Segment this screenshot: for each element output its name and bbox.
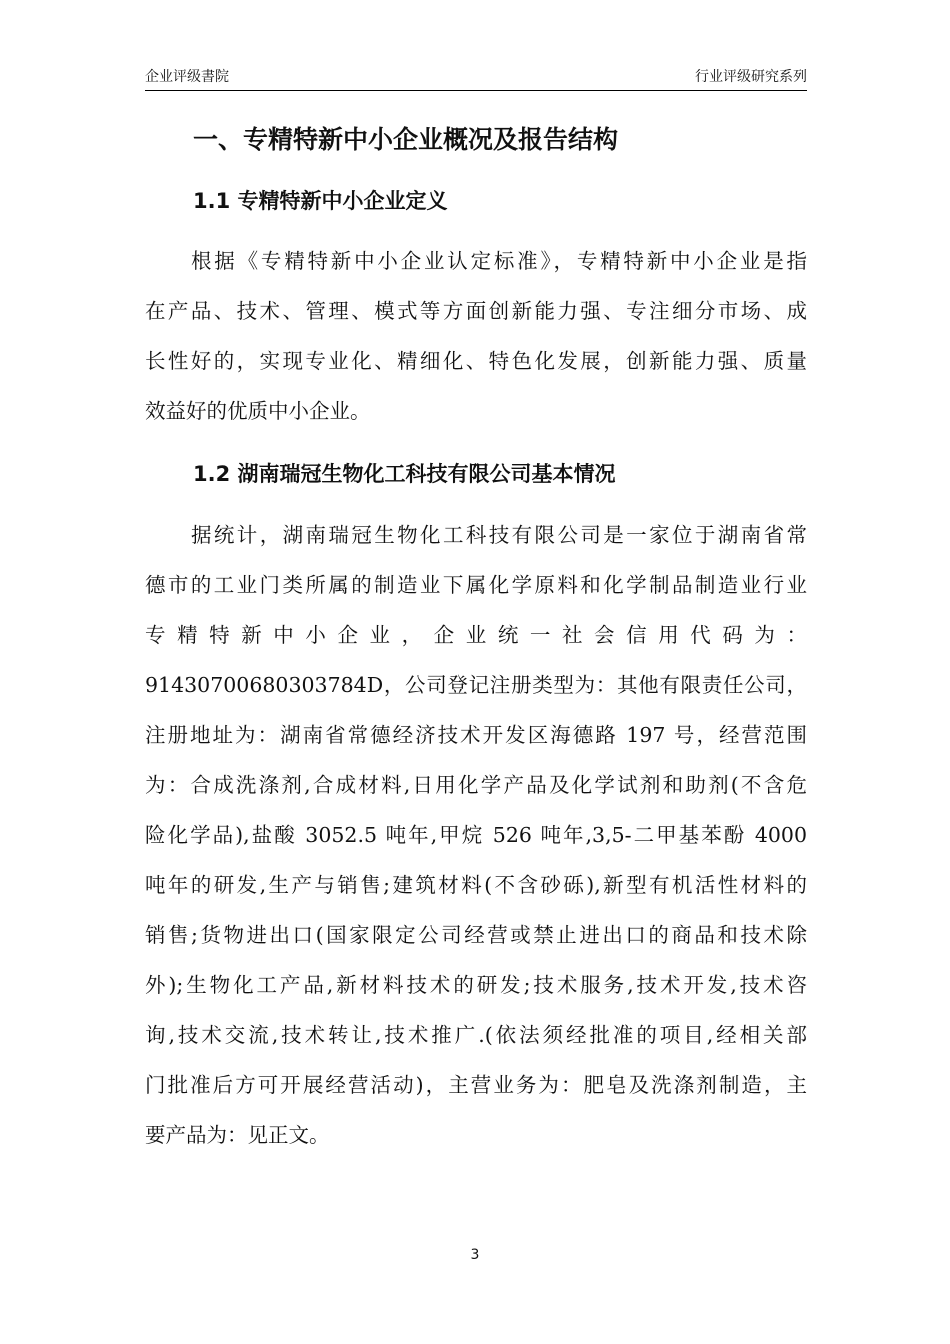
paragraph-line: 根据《专精特新中小企业认定标准》，专精特新中小企业是指 <box>191 249 807 273</box>
paragraph-line: 长性好的，实现专业化、精细化、特色化发展，创新能力强、质量 <box>145 349 807 373</box>
subsection-heading-definition: 1.1 专精特新中小企业定义 <box>193 189 448 213</box>
paragraph-line: 专精特新中小企业，企业统一社会信用代码为： <box>145 623 807 647</box>
paragraph-line: 险化学品),盐酸 3052.5 吨年,甲烷 526 吨年,3,5-二甲基苯酚 4000 <box>145 823 807 847</box>
paragraph-line: 询,技术交流,技术转让,技术推广.(依法须经批准的项目,经相关部 <box>145 1023 807 1047</box>
paragraph-line: 吨年的研发,生产与销售;建筑材料(不含砂砾),新型有机活性材料的 <box>145 873 807 897</box>
paragraph-line: 据统计，湖南瑞冠生物化工科技有限公司是一家位于湖南省常 <box>191 523 807 547</box>
paragraph-line: 效益好的优质中小企业。 <box>145 399 371 423</box>
paragraph-line: 91430700680303784D，公司登记注册类型为：其他有限责任公司， <box>145 673 807 697</box>
paragraph-line: 要产品为：见正文。 <box>145 1123 330 1147</box>
page-number: 3 <box>470 1247 480 1263</box>
page-header <box>145 68 807 91</box>
paragraph-line: 外);生物化工产品,新材料技术的研发;技术服务,技术开发,技术咨 <box>145 973 807 997</box>
paragraph-line: 销售;货物进出口(国家限定公司经营或禁止进出口的商品和技术除 <box>145 923 807 947</box>
section-heading: 一、专精特新中小企业概况及报告结构 <box>193 125 619 154</box>
paragraph-line: 为：合成洗涤剂,合成材料,日用化学产品及化学试剂和助剂(不含危 <box>145 773 807 797</box>
header-right-text: 行业评级研究系列 <box>695 69 807 85</box>
paragraph-line: 德市的工业门类所属的制造业下属化学原料和化学制品制造业行业 <box>145 573 807 597</box>
paragraph-line: 门批准后方可开展经营活动)，主营业务为：肥皂及洗涤剂制造，主 <box>145 1073 807 1097</box>
header-left-text: 企业评级書院 <box>145 69 229 85</box>
paragraph-line: 在产品、技术、管理、模式等方面创新能力强、专注细分市场、成 <box>145 299 807 323</box>
paragraph-line: 注册地址为：湖南省常德经济技术开发区海德路 197 号，经营范围 <box>145 723 807 747</box>
subsection-heading-company: 1.2 湖南瑞冠生物化工科技有限公司基本情况 <box>193 462 616 486</box>
